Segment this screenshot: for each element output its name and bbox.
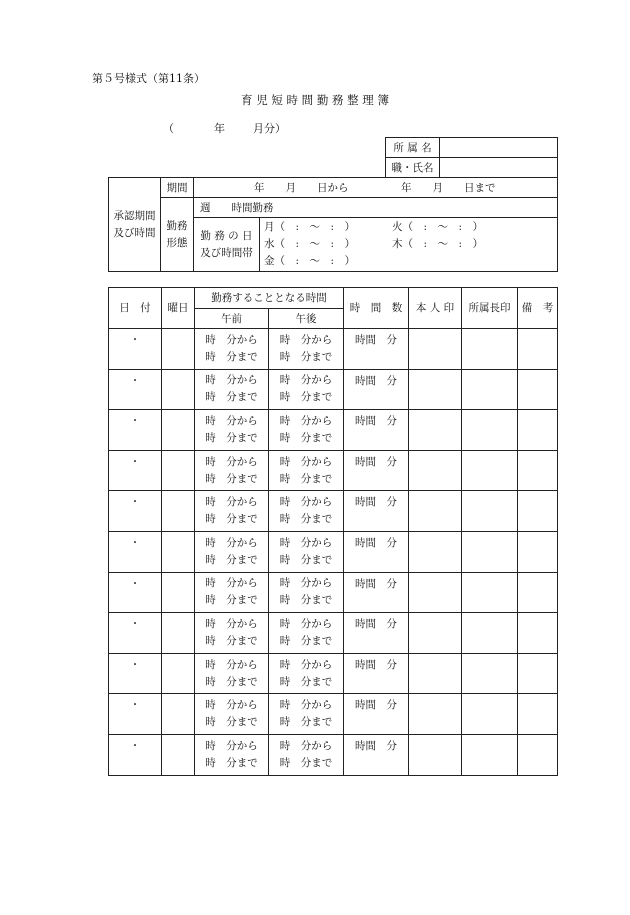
pm-from: 時 分から [279,333,333,346]
am-cell[interactable] [195,613,269,654]
date-separator: ・ [129,334,141,346]
weekday-cell[interactable] [162,329,195,370]
table-row [109,734,558,775]
am-cell[interactable] [195,572,269,613]
date-separator: ・ [129,415,141,428]
pm-cell[interactable] [269,491,344,532]
weekday-cell[interactable] [162,572,195,613]
remarks-cell[interactable] [518,329,558,370]
am-cell[interactable] [195,734,269,775]
work-label-line2: 形態 [166,236,188,249]
pm-until: 時 分まで [279,513,333,526]
am-from: 時 分から [205,455,258,468]
hours-value: 時間 分 [355,415,397,428]
pm-cell[interactable] [269,694,344,735]
table-row [109,613,558,654]
approval-table [108,177,558,272]
remarks-cell[interactable] [518,369,558,410]
date-cell[interactable] [109,613,162,654]
pm-cell[interactable] [269,613,344,654]
self-seal-cell[interactable] [409,653,462,694]
affiliation-label: 所 属 名 [386,138,440,158]
period-text[interactable]: 年 月 日から 年 月 日まで [194,178,558,198]
pm-from: 時 分から [279,536,333,549]
self-seal-cell[interactable] [409,613,462,654]
date-separator: ・ [129,658,141,671]
pm-from: 時 分から [279,414,333,427]
hours-value: 時間 分 [355,536,397,549]
date-cell[interactable] [109,410,162,451]
pm-cell[interactable] [269,653,344,694]
self-seal-cell[interactable] [409,694,462,735]
remarks-cell[interactable] [518,613,558,654]
day-thu: 木（ : ～ : ） [392,238,484,250]
weekday-cell[interactable] [162,450,195,491]
chief-seal-cell[interactable] [462,572,518,613]
header-self-seal: 本 人 印 [409,288,462,329]
weekday-cell[interactable] [162,491,195,532]
hours-cell[interactable] [344,329,409,370]
date-separator: ・ [129,496,141,509]
header-work-time: 勤務することとなる時間 [195,288,344,309]
pm-cell[interactable] [269,329,344,370]
header-date: 日 付 [109,288,162,329]
remarks-cell[interactable] [518,410,558,451]
table-row [109,653,558,694]
days-times[interactable] [260,218,558,272]
day-tue: 火（ : ～ : ） [392,221,484,233]
header-chief-seal: 所属長印 [462,288,518,329]
am-from: 時 分から [205,536,258,549]
hours-cell[interactable] [344,653,409,694]
date-separator: ・ [129,374,141,387]
am-until: 時 分まで [205,553,258,566]
days-label [194,218,260,272]
am-cell[interactable] [195,653,269,694]
pm-cell[interactable] [269,369,344,410]
self-seal-cell[interactable] [409,491,462,532]
hours-value: 時間 分 [355,699,397,712]
weekday-cell[interactable] [162,653,195,694]
am-from: 時 分から [205,617,258,630]
hours-cell[interactable] [344,410,409,451]
hours-value: 時間 分 [355,496,397,509]
pm-cell[interactable] [269,410,344,451]
pm-until: 時 分まで [279,634,333,647]
table-row [109,531,558,572]
days-label-line1: 勤 務 の 日 [200,229,253,242]
hours-cell[interactable] [344,734,409,775]
am-from: 時 分から [205,577,258,590]
remarks-cell[interactable] [518,653,558,694]
weekday-cell[interactable] [162,369,195,410]
hours-value: 時間 分 [355,577,397,590]
weekday-cell[interactable] [162,694,195,735]
date-cell[interactable] [109,572,162,613]
am-until: 時 分まで [205,594,258,607]
pm-from: 時 分から [279,577,333,590]
remarks-cell[interactable] [518,694,558,735]
work-label-line1: 勤務 [166,219,188,232]
am-from: 時 分から [205,658,258,671]
am-cell[interactable] [195,410,269,451]
chief-seal-cell[interactable] [462,410,518,451]
self-seal-cell[interactable] [409,410,462,451]
am-from: 時 分から [205,374,258,387]
pm-from: 時 分から [279,739,333,752]
pm-cell[interactable] [269,450,344,491]
hours-value: 時間 分 [355,334,397,346]
chief-seal-cell[interactable] [462,734,518,775]
am-until: 時 分まで [205,391,258,404]
work-label [161,198,194,272]
period-year: 年 [214,122,225,135]
approval-header-line1: 承認期間 [113,209,156,222]
header-weekday: 曜日 [162,288,195,329]
date-cell[interactable] [109,694,162,735]
am-from: 時 分から [205,496,258,509]
days-label-line2: 及び時間帯 [200,246,253,259]
page-title: 育 児 短 時 間 勤 務 整 理 簿 [241,93,389,107]
hours-value: 時間 分 [355,739,397,752]
am-until: 時 分まで [205,431,258,444]
am-until: 時 分まで [205,675,258,688]
chief-seal-cell[interactable] [462,694,518,735]
am-until: 時 分まで [205,350,258,363]
date-separator: ・ [129,699,141,712]
pm-from: 時 分から [279,496,333,509]
hours-value: 時間 分 [355,618,397,631]
date-cell[interactable] [109,450,162,491]
hours-cell[interactable] [344,572,409,613]
hours-value: 時間 分 [355,658,397,671]
header-pm: 午後 [269,309,344,329]
am-cell[interactable] [195,329,269,370]
day-mon: 月（ : ～ : ） [264,221,356,233]
remarks-cell[interactable] [518,734,558,775]
am-cell[interactable] [195,694,269,735]
header-hours: 時 間 数 [344,288,409,329]
chief-seal-cell[interactable] [462,653,518,694]
am-from: 時 分から [205,699,258,712]
table-row [109,694,558,735]
date-cell[interactable] [109,734,162,775]
am-cell[interactable] [195,531,269,572]
remarks-cell[interactable] [518,450,558,491]
weekday-cell[interactable] [162,410,195,451]
chief-seal-cell[interactable] [462,613,518,654]
am-until: 時 分まで [205,634,258,647]
pm-until: 時 分まで [279,756,333,769]
self-seal-cell[interactable] [409,369,462,410]
table-row [109,369,558,410]
am-cell[interactable] [195,450,269,491]
hours-cell[interactable] [344,694,409,735]
am-until: 時 分まで [205,513,258,526]
approval-header-line2: 及び時間 [113,226,156,239]
table-row [109,410,558,451]
self-seal-cell[interactable] [409,734,462,775]
pm-from: 時 分から [279,699,333,712]
period-month: 月分） [253,122,286,135]
pm-cell[interactable] [269,572,344,613]
chief-seal-cell[interactable] [462,369,518,410]
chief-seal-cell[interactable] [462,450,518,491]
date-cell[interactable] [109,369,162,410]
date-separator: ・ [129,455,141,468]
pm-until: 時 分まで [279,431,333,444]
pm-cell[interactable] [269,531,344,572]
pm-from: 時 分から [279,374,333,387]
pm-until: 時 分まで [279,675,333,688]
day-fri: 金（ : ～ : ） [264,255,356,267]
pm-until: 時 分まで [279,716,333,729]
table-row [109,491,558,532]
am-cell[interactable] [195,369,269,410]
chief-seal-cell[interactable] [462,491,518,532]
weekday-cell[interactable] [162,531,195,572]
header-am: 午前 [195,309,269,329]
pm-from: 時 分から [279,617,333,630]
hours-cell[interactable] [344,491,409,532]
period-open: （ [163,122,174,135]
approval-header [109,178,161,272]
chief-seal-cell[interactable] [462,531,518,572]
am-until: 時 分まで [205,756,258,769]
table-row [109,450,558,491]
header-remarks: 備 考 [518,288,558,329]
remarks-cell[interactable] [518,531,558,572]
date-separator: ・ [129,618,141,631]
pm-until: 時 分まで [279,553,333,566]
date-separator: ・ [129,577,141,590]
am-from: 時 分から [205,333,258,346]
pm-until: 時 分まで [279,594,333,607]
log-table [108,287,558,776]
hours-cell[interactable] [344,450,409,491]
date-cell[interactable] [109,653,162,694]
am-cell[interactable] [195,491,269,532]
table-row [109,329,558,370]
hours-value: 時間 分 [355,455,397,468]
period-label: 期間 [161,178,194,198]
owner-box [385,137,558,178]
position-name-field[interactable] [440,158,558,178]
self-seal-cell[interactable] [409,531,462,572]
remarks-cell[interactable] [518,572,558,613]
table-row [109,572,558,613]
date-separator: ・ [129,536,141,549]
self-seal-cell[interactable] [409,450,462,491]
date-cell[interactable] [109,531,162,572]
pm-until: 時 分まで [279,472,333,485]
pm-cell[interactable] [269,734,344,775]
position-name-label: 職・氏名 [386,158,440,178]
remarks-cell[interactable] [518,491,558,532]
chief-seal-cell[interactable] [462,329,518,370]
pm-from: 時 分から [279,658,333,671]
date-separator: ・ [129,739,141,752]
am-from: 時 分から [205,739,258,752]
pm-until: 時 分まで [279,350,333,363]
date-cell[interactable] [109,329,162,370]
day-wed: 水（ : ～ : ） [264,238,356,250]
pm-from: 時 分から [279,455,333,468]
hours-cell[interactable] [344,369,409,410]
am-from: 時 分から [205,414,258,427]
am-until: 時 分まで [205,472,258,485]
self-seal-cell[interactable] [409,572,462,613]
weekly-text[interactable]: 週 時間勤務 [194,198,558,218]
hours-cell[interactable] [344,613,409,654]
hours-value: 時間 分 [355,374,397,387]
hours-cell[interactable] [344,531,409,572]
weekday-cell[interactable] [162,734,195,775]
weekday-cell[interactable] [162,613,195,654]
pm-until: 時 分まで [279,391,333,404]
am-until: 時 分まで [205,716,258,729]
date-cell[interactable] [109,491,162,532]
affiliation-field[interactable] [440,138,558,158]
self-seal-cell[interactable] [409,329,462,370]
form-id: 第５号様式（第11条） [92,72,205,85]
